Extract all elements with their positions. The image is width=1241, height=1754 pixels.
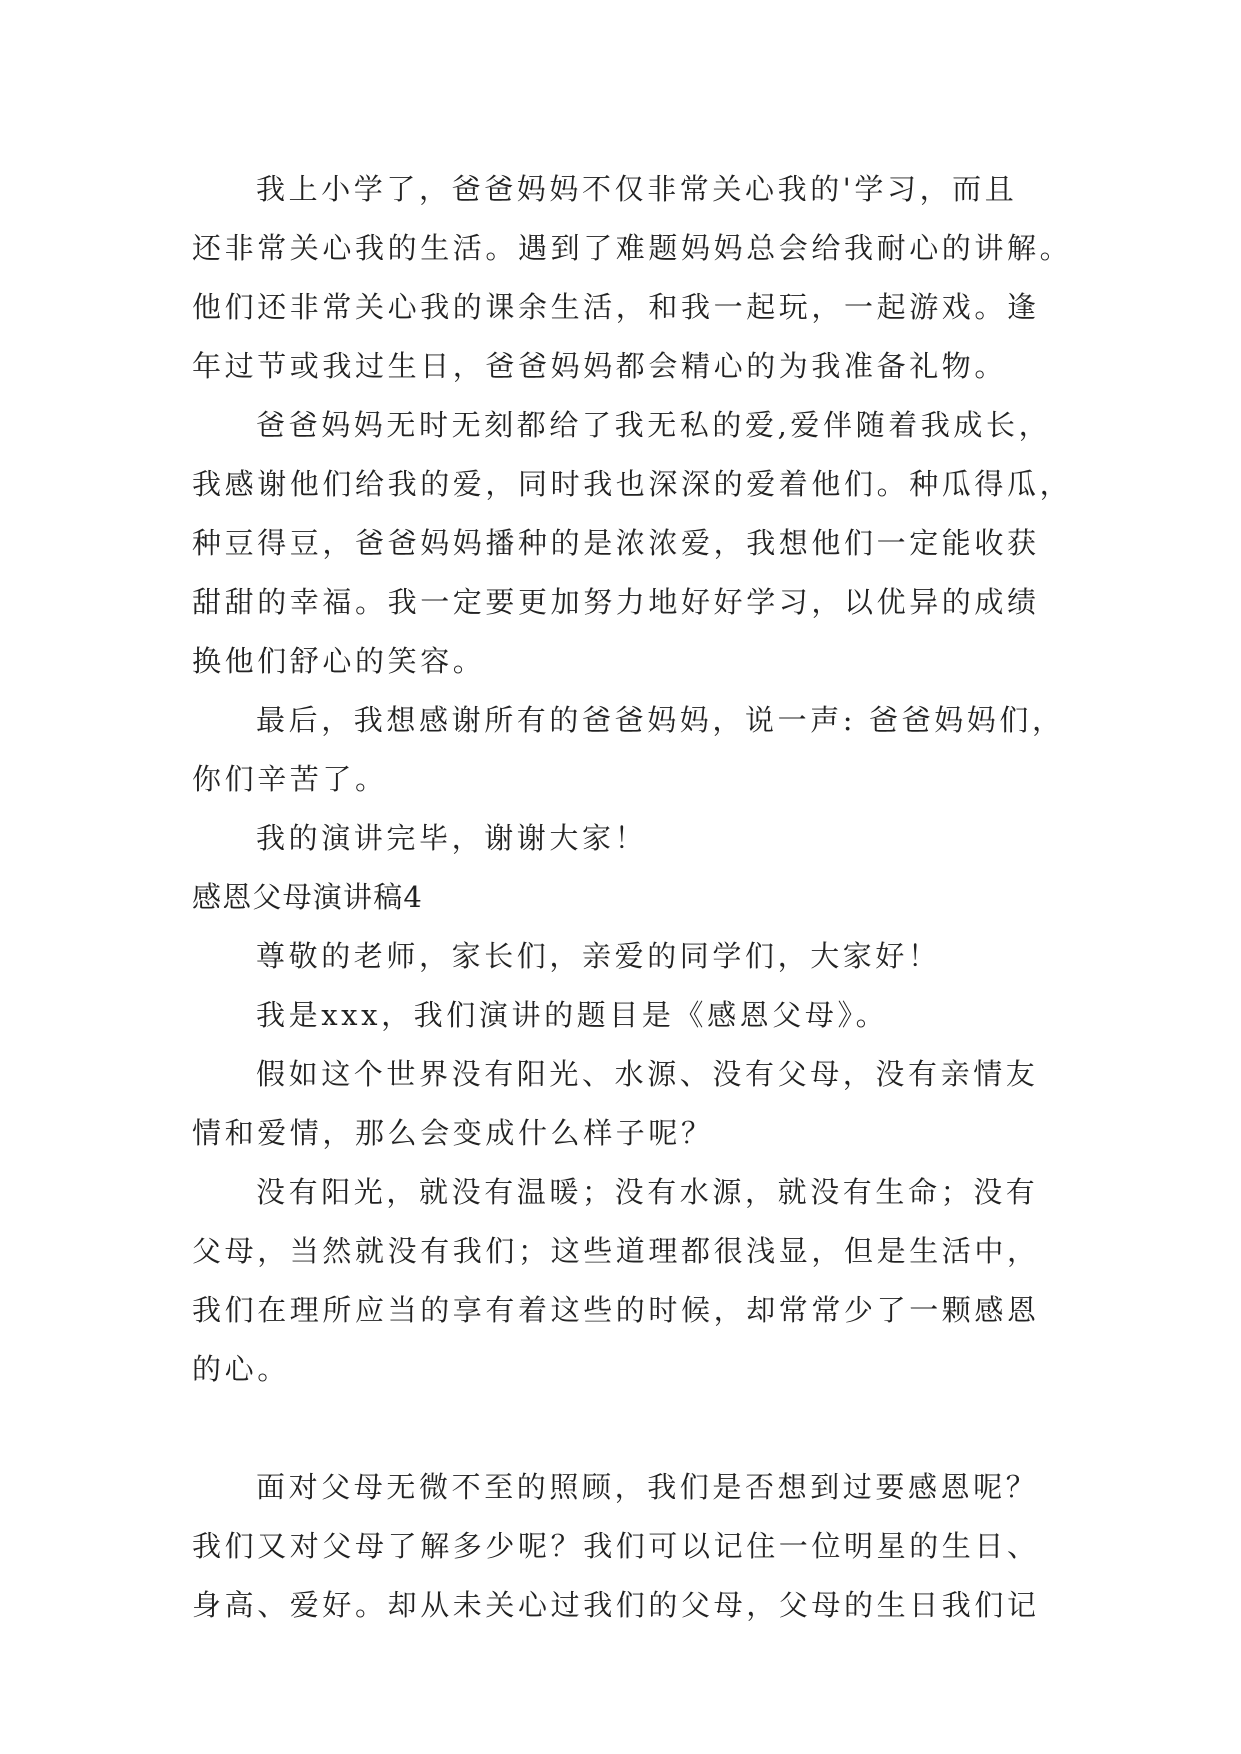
paragraph-line: 的心。 <box>192 1352 290 1386</box>
paragraph <box>192 986 1092 1045</box>
paragraph-line: 种豆得豆，爸爸妈妈播种的是浓浓爱，我想他们一定能收获 <box>192 526 1040 560</box>
paragraph-line: 面对父母无微不至的照顾，我们是否想到过要感恩呢？ <box>256 1470 1039 1504</box>
paragraph-line: 假如这个世界没有阳光、水源、没有父母，没有亲情友 <box>256 1057 1039 1091</box>
paragraph <box>192 1163 1092 1399</box>
paragraph <box>192 160 1092 396</box>
paragraph <box>192 809 1092 868</box>
paragraph-line: 你们辛苦了。 <box>192 762 388 796</box>
paragraph <box>192 1458 1092 1635</box>
paragraph <box>192 396 1092 691</box>
paragraph-line: 换他们舒心的笑容。 <box>192 644 486 678</box>
heading-text: 感恩父母演讲稿4 <box>192 880 424 914</box>
paragraph-line: 身高、爱好。却从未关心过我们的父母，父母的生日我们记 <box>192 1588 1040 1622</box>
paragraph-line: 我感谢他们给我的爱，同时我也深深的爱着他们。种瓜得瓜， <box>192 467 1073 501</box>
paragraph-line: 甜甜的幸福。我一定要更加努力地好好学习，以优异的成绩 <box>192 585 1040 619</box>
paragraph-line: 没有阳光，就没有温暖；没有水源，就没有生命；没有 <box>256 1175 1039 1209</box>
paragraph-line: 我上小学了，爸爸妈妈不仅非常关心我的'学习，而且 <box>256 172 1018 206</box>
paragraph <box>192 691 1092 809</box>
paragraph-line: 我是xxx，我们演讲的题目是《感恩父母》。 <box>256 998 889 1032</box>
paragraph <box>192 927 1092 986</box>
paragraph-line: 尊敬的老师，家长们，亲爱的同学们，大家好！ <box>256 939 941 973</box>
paragraph-line: 情和爱情，那么会变成什么样子呢？ <box>192 1116 714 1150</box>
paragraph-line: 我的演讲完毕，谢谢大家！ <box>256 821 648 855</box>
paragraph-line: 我们在理所应当的享有着这些的时候，却常常少了一颗感恩 <box>192 1293 1040 1327</box>
paragraph-gap <box>192 1399 1092 1458</box>
paragraph-line: 我们又对父母了解多少呢？我们可以记住一位明星的生日、 <box>192 1529 1040 1563</box>
document-body <box>192 160 1092 1635</box>
paragraph-line: 年过节或我过生日，爸爸妈妈都会精心的为我准备礼物。 <box>192 349 1008 383</box>
paragraph-line: 爸爸妈妈无时无刻都给了我无私的爱,爱伴随着我成长， <box>256 408 1052 442</box>
paragraph-line: 父母，当然就没有我们；这些道理都很浅显，但是生活中， <box>192 1234 1040 1268</box>
paragraph-line: 还非常关心我的生活。遇到了难题妈妈总会给我耐心的讲解。 <box>192 231 1073 265</box>
paragraph <box>192 1045 1092 1163</box>
section-heading <box>192 868 1092 927</box>
paragraph-line: 他们还非常关心我的课余生活，和我一起玩，一起游戏。逢 <box>192 290 1040 324</box>
paragraph-line: 最后，我想感谢所有的爸爸妈妈，说一声: 爸爸妈妈们， <box>256 703 1065 737</box>
